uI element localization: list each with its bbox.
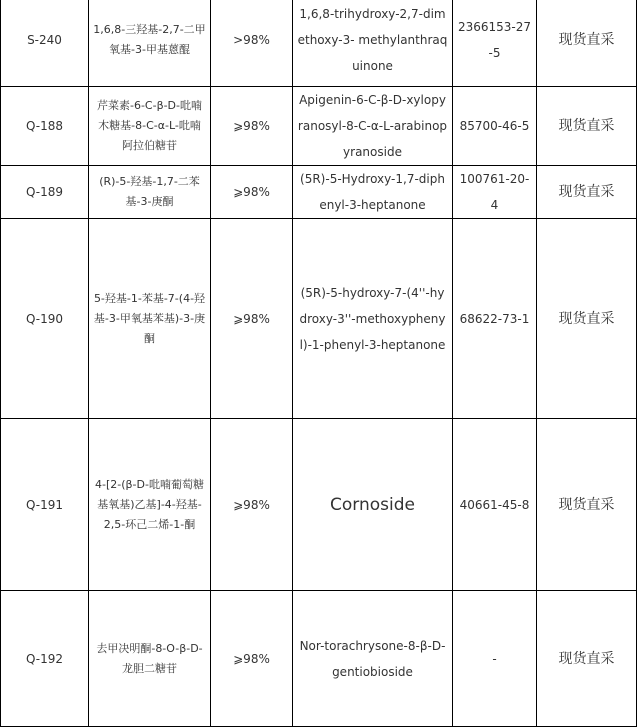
cas-number: -	[453, 591, 537, 727]
cas-number: 85700-46-5	[453, 87, 537, 166]
purity: ⩾98%	[211, 87, 293, 166]
product-code: S-240	[1, 0, 89, 87]
table-row	[1, 0, 637, 87]
product-code: Q-188	[1, 87, 89, 166]
availability: 现货直采	[537, 219, 637, 419]
table-row	[1, 87, 637, 166]
table-row	[1, 591, 637, 727]
purity: >98%	[211, 0, 293, 87]
cas-number: 40661-45-8	[453, 419, 537, 591]
chinese-name: 1,6,8-三羟基-2,7-二甲氧基-3-甲基蒽醌	[89, 0, 211, 87]
purity: ⩾98%	[211, 591, 293, 727]
english-name: Nor-torachrysone-8-β-D-gentiobioside	[293, 591, 453, 727]
chinese-name: 5-羟基-1-苯基-7-(4-羟基-3-甲氧基苯基)-3-庚酮	[89, 219, 211, 419]
chinese-name: 芹菜素-6-C-β-D-吡喃木糖基-8-C-α-L-吡喃阿拉伯糖苷	[89, 87, 211, 166]
chinese-name: 4-[2-(β-D-吡喃葡萄糖基氧基)乙基]-4-羟基-2,5-环己二烯-1-酮	[89, 419, 211, 591]
purity: ⩾98%	[211, 166, 293, 219]
product-code: Q-191	[1, 419, 89, 591]
availability: 现货直采	[537, 419, 637, 591]
english-name: (5R)-5-Hydroxy-1,7-diphenyl-3-heptanone	[293, 166, 453, 219]
availability: 现货直采	[537, 591, 637, 727]
english-name: 1,6,8-trihydroxy-2,7-dimethoxy-3- methylanthraquinone	[293, 0, 453, 87]
product-code: Q-192	[1, 591, 89, 727]
cas-number: 68622-73-1	[453, 219, 537, 419]
english-name: (5R)-5-hydroxy-7-(4''-hydroxy-3''-methoxyphenyl)-1-phenyl-3-heptanone	[293, 219, 453, 419]
availability: 现货直采	[537, 166, 637, 219]
table-row	[1, 219, 637, 419]
availability: 现货直采	[537, 0, 637, 87]
purity: ⩾98%	[211, 419, 293, 591]
cas-number: 2366153-27-5	[453, 0, 537, 87]
english-name: Apigenin-6-C-β-D-xylopyranosyl-8-C-α-L-arabinopyranoside	[293, 87, 453, 166]
availability: 现货直采	[537, 87, 637, 166]
table-row	[1, 166, 637, 219]
chinese-name: (R)-5-羟基-1,7-二苯基-3-庚酮	[89, 166, 211, 219]
english-name: Cornoside	[293, 419, 453, 591]
table-row	[1, 419, 637, 591]
product-code: Q-190	[1, 219, 89, 419]
purity: ⩾98%	[211, 219, 293, 419]
product-code: Q-189	[1, 166, 89, 219]
chinese-name: 去甲决明酮-8-O-β-D-龙胆二糖苷	[89, 591, 211, 727]
cas-number: 100761-20-4	[453, 166, 537, 219]
